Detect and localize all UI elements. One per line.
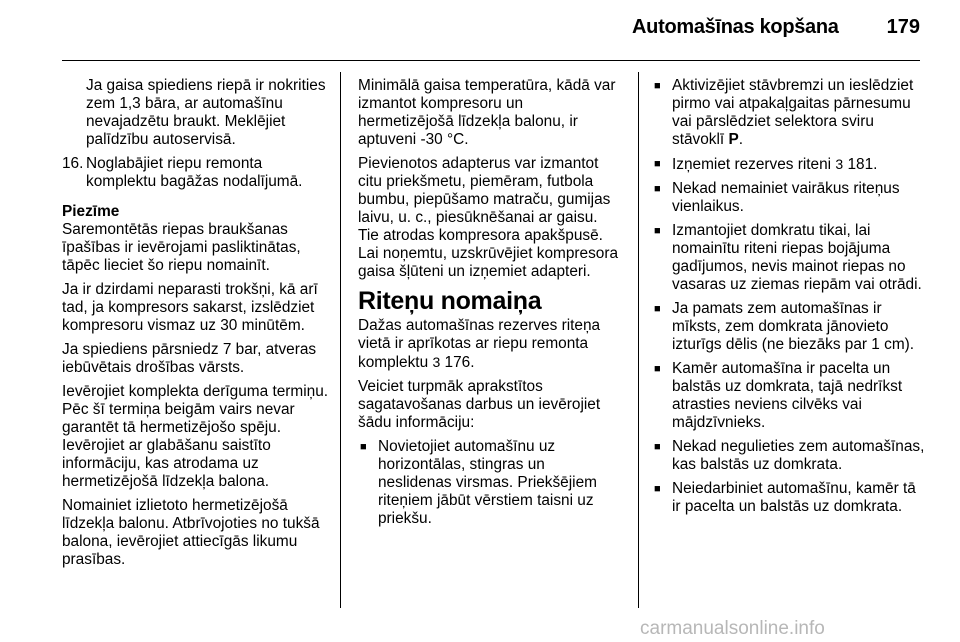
column-divider-left [340,72,341,608]
bullet-square-icon: ■ [654,483,661,495]
list-item [654,300,926,354]
step-number: 16. [62,155,84,172]
bullet-list [358,438,620,528]
page-title: Automašīnas kopšana [632,16,839,38]
bullet-square-icon: ■ [654,303,661,315]
list-item [654,222,926,294]
paragraph-with-ref [358,317,620,372]
column-middle [358,77,620,534]
bullet-list [654,77,926,516]
list-item-text: Neiedarbiniet automašīnu, kamēr tā ir pacelta un balstās uz domkrata. [672,480,916,515]
list-item-text: Novietojiet automašīnu uz horizontālas, stingras un neslidenas virsmas. Priekšējiem riteņiem jābūt vērstiem taisni uz priekšu. [378,438,597,527]
note-paragraph: Nomainiet izlietoto hermetizējošā līdzekļa balonu. Atbrīvojoties no tukšā balona, ievērojiet attiecīgās likumu prasības. [62,497,320,568]
bullet-square-icon: ■ [360,441,367,453]
bullet-square-icon: ■ [654,441,661,453]
page-reference-icon: 3 [432,354,441,370]
list-item-text: Kamēr automašīna ir pacelta un balstās uz domkrata, tajā nedrīkst atrasties neviens cilvēks vai mājdzīvnieks. [672,360,903,431]
column-divider-right [638,72,639,608]
list-item-text: Izmantojiet domkratu tikai, lai nomainītu riteni riepas bojājuma gadījumos, nevis mainot riepas no vasaras uz ziemas riepām vai otrādi. [672,222,922,293]
list-item-text [672,77,926,149]
list-item [654,155,926,174]
list-item-text: Nekad nemainiet vairākus riteņus vienlaikus. [672,180,900,215]
step-text: Noglabājiet riepu remonta komplektu bagāžas nodalījumā. [86,155,303,190]
watermark: carmanualsonline.info [640,618,825,639]
paragraph: Minimālā gaisa temperatūra, kādā var izmantot kompresoru un hermetizējošā līdzekļa balonu, ir aptuveni -30 °C. [358,77,616,148]
paragraph: Veiciet turpmāk aprakstītos sagatavošanas darbus un ievērojiet šādu informāciju: [358,378,601,431]
numbered-step-16 [62,155,332,191]
list-item [654,360,926,432]
column-left [62,77,332,569]
gear-position-label: P [728,131,739,148]
paragraph: Ja gaisa spiediens riepā ir nokrities zem 1,3 bāra, ar automašīnu nevajadzētu braukt. Meklējiet palīdzību autoservisā. [86,77,326,148]
column-right [654,77,926,522]
note-paragraph: Ja ir dzirdami neparasti trokšņi, kā arī tad, ja kompresors sakarst, izslēdziet kompresoru vismaz uz 30 minūtēm. [62,281,318,334]
page-reference-icon: 3 [835,156,844,172]
text: . [738,131,744,148]
page-number: 179 [886,16,920,38]
list-item [360,438,620,528]
list-item [654,480,926,516]
bullet-square-icon: ■ [654,363,661,375]
list-item [654,438,926,474]
page-reference-link[interactable]: 176. [444,354,475,371]
bullet-square-icon: ■ [654,158,661,170]
paragraph-text: Dažas automašīnas rezerves riteņa vietā ir aprīkotas ar riepu remonta komplektu [358,317,601,371]
bullet-square-icon: ■ [654,225,661,237]
list-item [654,180,926,216]
list-item-text: Ja pamats zem automašīnas ir mīksts, zem domkrata jānovieto izturīgs dēlis (ne biezāks par 1 cm). [672,300,915,353]
list-item [654,77,926,149]
bullet-square-icon: ■ [654,80,661,92]
text: Izņemiet rezerves riteni [672,156,832,173]
page-header [632,16,920,52]
note-paragraph: Ja spiediens pārsniedz 7 bar, atveras iebūvētais drošības vārsts. [62,341,317,376]
list-item-text [672,155,926,174]
note-heading: Piezīme [62,203,120,220]
note-paragraph: Ievērojiet komplekta derīguma termiņu. Pēc šī termiņa beigām vairs nevar garantēt tā hermetizējošo spēju. Ievērojiet ar glabāšanu saistīto informāciju, kas atrodama uz hermetizējošā līdzekļa balona. [62,383,329,490]
page-reference-link[interactable]: 181. [847,156,878,173]
bullet-square-icon: ■ [654,183,661,195]
paragraph: Pievienotos adapterus var izmantot citu priekšmetu, piemēram, futbola bumbu, piepūšamo matraču, gumijas laivu, u. c., piesūknēšanai ar gaisu. Tie atrodas kompresora apakšpusē. Lai noņemtu, uzskrūvējiet kompresora gaisa šļūteni un izņemiet adapteri. [358,155,619,280]
section-title: Riteņu nomaiņa [358,287,542,315]
header-rule [62,60,920,61]
text: Aktivizējiet stāvbremzi un ieslēdziet pirmo vai atpakaļgaitas pārnesumu vai pārslēdziet selektora sviru stāvoklī [672,77,914,148]
list-item-text: Nekad negulieties zem automašīnas, kas balstās uz domkrata. [672,438,925,473]
note-paragraph: Saremontētās riepas braukšanas īpašības ir ievērojami pasliktinātas, tāpēc lieciet šo riepu nomainīt. [62,221,301,274]
